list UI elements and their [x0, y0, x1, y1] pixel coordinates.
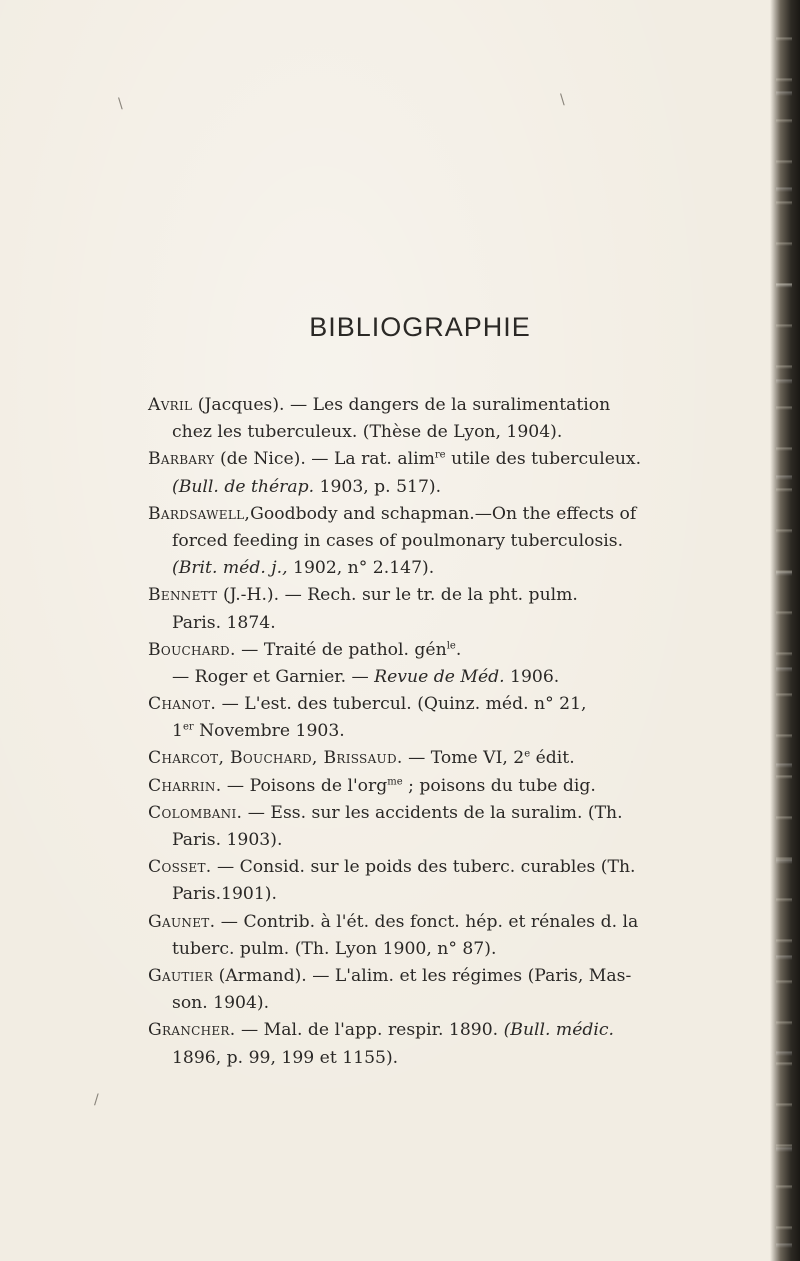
entry-text: — Consid. sur le poids des tuberc. curables (Th.	[211, 857, 636, 878]
entry-line	[148, 800, 748, 827]
entry-line	[148, 528, 748, 555]
bibliography-entry	[148, 582, 748, 636]
bibliography-entry	[148, 1017, 748, 1071]
entry-text: — Poisons de l'org	[221, 775, 388, 796]
entry-text: utile des tuberculeux.	[445, 449, 642, 470]
entry-text: — Ess. sur les accidents de la suralim. (Th.	[242, 802, 623, 823]
entry-text: tuberc. pulm. (Th. Lyon 1900, n° 87).	[172, 938, 497, 959]
entry-text: ; poisons du tube dig.	[402, 775, 596, 796]
journal-title: Revue de Méd.	[368, 666, 505, 687]
bibliography-entry	[148, 963, 748, 1017]
bibliography-list	[148, 392, 748, 1072]
entry-line	[148, 501, 748, 528]
author-name: Cosset.	[148, 857, 212, 878]
entry-line	[148, 909, 748, 936]
entry-line	[148, 446, 748, 473]
entry-line	[148, 1045, 748, 1072]
entry-text: — Roger et Garnier. —	[172, 666, 369, 687]
entry-text: son. 1904).	[172, 993, 270, 1014]
superscript: le	[446, 639, 456, 651]
entry-line	[148, 827, 748, 854]
author-name: Bouchard.	[148, 639, 236, 660]
entry-text: 1903, p. 517).	[314, 476, 442, 497]
author-name: Colombani.	[148, 802, 243, 823]
superscript: me	[387, 775, 403, 787]
author-name: Bennett	[148, 585, 218, 606]
entry-text: forced feeding in cases of poulmonary tuberculosis.	[172, 530, 624, 551]
bibliography-entry	[148, 800, 748, 854]
entry-line	[148, 610, 748, 637]
entry-line	[148, 990, 748, 1017]
entry-line	[148, 963, 748, 990]
entry-text: Paris.1901).	[172, 884, 277, 905]
entry-line	[148, 745, 748, 772]
author-name: Avril	[148, 395, 193, 415]
entry-text: Paris. 1903).	[172, 830, 283, 850]
entry-text: chez les tuberculeux. (Thèse de Lyon, 1904).	[172, 422, 563, 443]
bibliography-entry	[148, 691, 748, 745]
entry-text: — Contrib. à l'ét. des fonct. hép. et rénales d. la	[215, 911, 639, 932]
entry-text: Paris. 1874.	[172, 612, 276, 633]
entry-text: Novembre 1903.	[193, 721, 345, 742]
author-name: Gautier	[148, 965, 214, 986]
entry-line	[148, 936, 748, 963]
entry-line	[148, 718, 748, 745]
scan-mark: \	[560, 92, 565, 108]
entry-text: Goodbody and schapman.—On the effects of	[250, 503, 637, 524]
entry-text: — Traité de pathol. gén	[235, 639, 447, 660]
journal-title: (Bull. de thérap.	[172, 476, 315, 497]
entry-line	[148, 691, 748, 718]
entry-text: édit.	[530, 748, 575, 769]
entry-text: .	[455, 639, 462, 660]
entry-text: 1906.	[504, 666, 560, 687]
bibliography-entry	[148, 501, 748, 583]
superscript: er	[182, 721, 194, 733]
page-title: BIBLIOGRAPHIE	[309, 312, 531, 342]
bibliography-entry	[148, 637, 748, 691]
superscript: e	[524, 748, 531, 760]
author-name: Grancher.	[148, 1020, 236, 1041]
bibliography-entry	[148, 446, 748, 500]
entry-line	[148, 664, 748, 691]
author-name: Charrin.	[148, 775, 222, 796]
scan-mark: /	[94, 1092, 99, 1108]
entry-text: — Mal. de l'app. respir. 1890.	[235, 1020, 499, 1041]
entry-line	[148, 637, 748, 664]
entry-line	[148, 773, 748, 800]
bibliography-entry	[148, 854, 748, 908]
author-name: Chanot.	[148, 694, 217, 715]
entry-line	[148, 474, 748, 501]
author-name: Barbary	[148, 449, 215, 470]
author-name: Charcot, Bouchard, Brissaud.	[148, 748, 403, 769]
scan-edge-specks	[776, 0, 792, 1261]
entry-text: (de Nice). — La rat. alim	[214, 449, 435, 470]
journal-title: (Bull. médic.	[498, 1020, 614, 1041]
author-name: Gaunet.	[148, 911, 216, 932]
entry-text: — Tome VI, 2	[402, 748, 525, 769]
entry-text: 1	[172, 721, 183, 742]
bibliography-entry	[148, 392, 748, 446]
entry-line	[148, 419, 748, 446]
superscript: re	[434, 449, 446, 461]
entry-line	[148, 881, 748, 908]
entry-line	[148, 854, 748, 881]
entry-text: — L'est. des tubercul. (Quinz. méd. n° 21,	[216, 694, 587, 715]
entry-text: (Armand). — L'alim. et les régimes (Paris, Mas-	[213, 965, 632, 986]
journal-title: (Brit. méd. j.,	[172, 558, 288, 579]
bibliography-entry	[148, 909, 748, 963]
entry-text: (J.-H.). — Rech. sur le tr. de la pht. pulm.	[217, 585, 578, 606]
bibliography-entry	[148, 745, 748, 772]
entry-text: 1902, n° 2.147).	[287, 558, 435, 579]
entry-line	[148, 1017, 748, 1044]
bibliography-entry	[148, 773, 748, 800]
author-name: Bardsawell,	[148, 503, 251, 524]
scan-mark: \	[118, 96, 123, 112]
entry-text: (Jacques). — Les dangers de la suralimentation	[192, 395, 611, 415]
entry-text: 1896, p. 99, 199 et 1155).	[172, 1047, 399, 1068]
entry-line	[148, 582, 748, 609]
entry-line	[148, 555, 748, 582]
entry-line	[148, 392, 748, 419]
